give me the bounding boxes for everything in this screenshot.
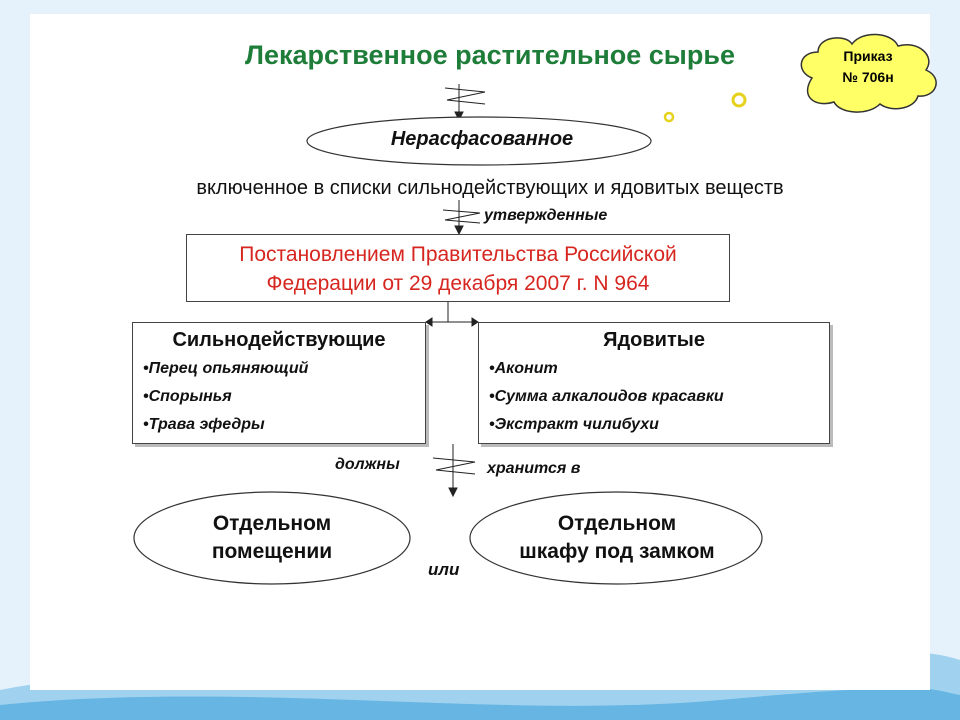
category-heading-potent: Сильнодействующие (172, 329, 386, 351)
stored-label: хранится в (487, 460, 581, 477)
decree-line1: Постановлением Правительства Российской (239, 243, 677, 266)
storage-cabinet-line1: Отдельном (557, 512, 677, 535)
must-label: должны (335, 456, 400, 473)
storage-cabinet-text (472, 510, 762, 566)
category-item: •Перец опьяняющий (143, 360, 309, 377)
decree-text (186, 240, 730, 298)
arrow-subtitle-to-decree (443, 200, 480, 234)
category-box-potent (132, 322, 426, 444)
category-item: •Аконит (489, 360, 558, 377)
storage-room-line1: Отдельном (212, 512, 332, 535)
decree-line2: Федерации от 29 декабря 2007 г. N 964 (266, 272, 650, 295)
storage-cabinet-line2: шкафу под замком (519, 540, 715, 563)
arrow-title-to-node (445, 84, 485, 120)
category-item: •Спорынья (143, 388, 232, 405)
storage-room-line2: помещении (211, 540, 333, 563)
category-item: •Сумма алкалоидов красавки (489, 388, 724, 405)
top-node-label: Нерасфасованное (390, 128, 574, 150)
arrow-decree-to-categories (426, 302, 478, 326)
order-badge-line1: Приказ (843, 48, 893, 64)
accent-dot-large (733, 94, 745, 106)
category-box-poisonous (478, 322, 830, 444)
storage-room-text (140, 510, 404, 566)
accent-dot-small (665, 113, 673, 121)
or-label: или (428, 560, 460, 579)
arrow-categories-to-storage (433, 444, 475, 496)
diagram-title: Лекарственное растительное сырье (245, 40, 735, 70)
order-badge (808, 46, 928, 88)
category-item: •Трава эфедры (143, 416, 265, 433)
order-badge-line2: № 706н (842, 69, 894, 85)
subtitle-text: включенное в списки сильнодействующих и ядовитых веществ (196, 177, 784, 199)
category-item: •Экстракт чилибухи (489, 416, 659, 433)
approved-label: утвержденные (484, 207, 608, 224)
category-heading-poisonous: Ядовитые (603, 329, 705, 351)
